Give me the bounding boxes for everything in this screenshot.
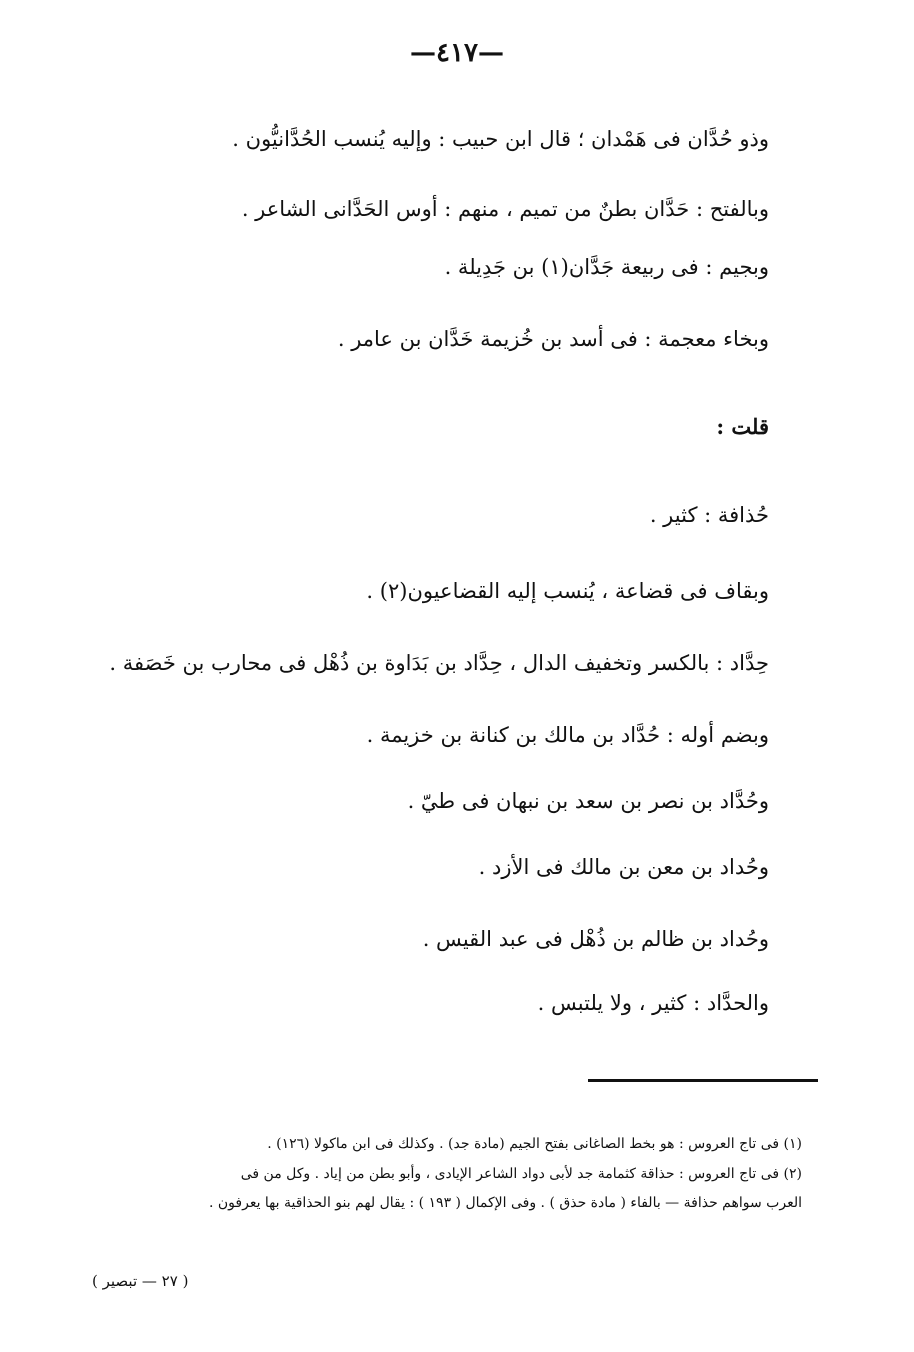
footnote-divider <box>588 1079 818 1082</box>
text-line: وحُداد بن معن بن مالك فى الأزد . <box>478 855 769 879</box>
text-line: وذو حُدَّان فى هَمْدان ؛ قال ابن حبيب : وإليه يُنسب الحُدَّانيُّون . <box>232 127 769 151</box>
text-line: وبقاف فى قضاعة ، يُنسب إليه القضاعيون(٢) . <box>366 579 769 603</box>
text-line: حِدَّاد : بالكسر وتخفيف الدال ، حِدَّاد بن بَدَاوة بن ذُهْل فى محارب بن خَصَفة . <box>109 651 769 675</box>
text-line: وبضم أوله : حُدَّاد بن مالك بن كنانة بن خزيمة . <box>366 723 769 747</box>
page-number: —٤١٧— <box>410 38 504 68</box>
footnote-2-continued: العرب سواهم حذافة — بالفاء ( مادة حذق ) . وفى الإكمال ( ١٩٣ ) : يقال لهم بنو الحذاقية بها يعرفون . <box>208 1195 802 1211</box>
text-line: حُذافة : كثير . <box>649 503 769 527</box>
text-line: وبخاء معجمة : فى أسد بن خُزيمة خَدَّان بن عامر . <box>337 327 769 351</box>
footnote-1: (١) فى تاج العروس : هو بخط الصاغانى بفتح الجيم (مادة جد) . وكذلك فى ابن ماكولا (١٢٦) . <box>267 1136 802 1152</box>
footnote-2: (٢) فى تاج العروس : حذاقة كثمامة جد لأبى دواد الشاعر الإيادى ، وأبو بطن من إياد . وكل من فى <box>240 1166 802 1182</box>
text-line: وبجيم : فى ربيعة جَدَّان(١) بن جَدِيلة . <box>444 255 769 279</box>
text-line: وبالفتح : حَدَّان بطنٌ من تميم ، منهم : أوس الحَدَّانى الشاعر . <box>241 197 769 221</box>
signature-mark: ( ٢٧ — تبصير ) <box>92 1272 189 1290</box>
section-heading: قلت : <box>716 414 769 439</box>
text-line: وحُدَّاد بن نصر بن سعد بن نبهان فى طيّ . <box>407 789 769 813</box>
text-line: والحدَّاد : كثير ، ولا يلتبس . <box>537 991 769 1015</box>
text-line: وحُداد بن ظالم بن ذُهْل فى عبد القيس . <box>422 927 769 951</box>
